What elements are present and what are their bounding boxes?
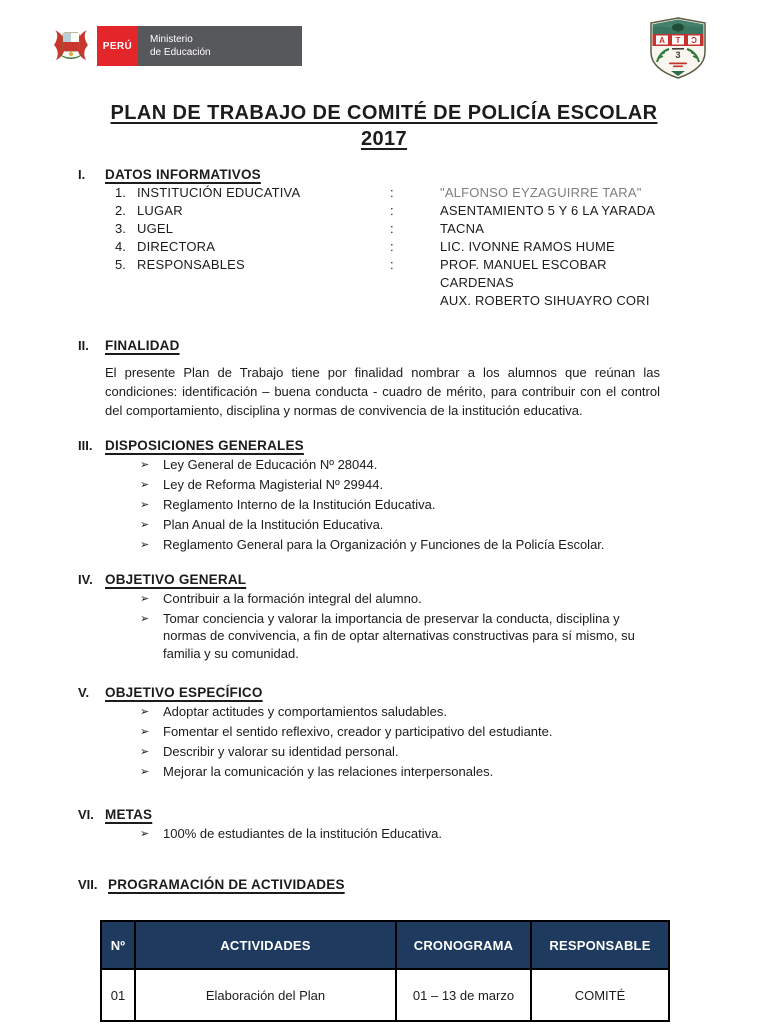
section-numeral: VI. xyxy=(78,806,94,822)
activities-table xyxy=(100,920,670,1022)
page-header xyxy=(0,0,768,96)
info-value: ASENTAMIENTO 5 Y 6 LA YARADA xyxy=(440,203,656,218)
table-cell-actividad: Elaboración del Plan xyxy=(135,969,396,1021)
info-row xyxy=(105,238,660,256)
section-numeral: III. xyxy=(78,438,93,453)
bullet-text: Ley General de Educación Nº 28044. xyxy=(163,457,378,472)
section-disposiciones-generales xyxy=(78,437,660,555)
document-title-line2: 2017 xyxy=(360,128,408,150)
info-number: 4. xyxy=(115,239,126,254)
table-header-responsable: RESPONSABLE xyxy=(531,921,669,969)
info-colon: : xyxy=(390,185,394,200)
info-row xyxy=(105,184,660,202)
bullet-text: Reglamento Interno de la Institución Educativa. xyxy=(163,497,436,512)
school-crest-icon xyxy=(644,14,712,82)
table-header-row xyxy=(101,921,669,969)
bullet-list xyxy=(140,590,660,663)
crest-letter-3: Ɔ xyxy=(691,35,697,45)
activities-table-container xyxy=(100,920,768,1022)
section-numeral: V. xyxy=(78,685,90,700)
bullet-item xyxy=(140,703,660,722)
bullet-item xyxy=(140,610,660,663)
section-heading: DISPOSICIONES GENERALES xyxy=(105,438,304,453)
bullet-list xyxy=(140,456,660,555)
bullet-item xyxy=(140,456,660,475)
section-numeral: II. xyxy=(78,338,89,353)
arrow-bullet-icon: ➢ xyxy=(140,539,150,551)
info-colon: : xyxy=(390,239,394,254)
bullet-item xyxy=(140,743,660,762)
arrow-bullet-icon: ➢ xyxy=(140,766,150,778)
bullet-text: Tomar conciencia y valorar la importancia de preservar la conducta, disciplina y normas de convivencia, a fin de optar alternativas constructivas para sí mismo, su familia y su comunidad. xyxy=(163,610,635,661)
bullet-item xyxy=(140,763,660,782)
arrow-bullet-icon: ➢ xyxy=(140,499,150,511)
bullet-text: Mejorar la comunicación y las relaciones interpersonales. xyxy=(163,764,494,779)
bullet-text: Ley de Reforma Magisterial Nº 29944. xyxy=(163,477,384,492)
section-objetivo-especifico xyxy=(78,684,660,782)
info-label: RESPONSABLES xyxy=(137,257,245,272)
table-header-actividades: ACTIVIDADES xyxy=(135,921,396,969)
section-heading: FINALIDAD xyxy=(105,338,180,353)
info-colon: : xyxy=(390,221,394,236)
table-cell-responsable: COMITÉ xyxy=(531,969,669,1021)
document-title xyxy=(0,100,768,152)
arrow-bullet-icon: ➢ xyxy=(140,612,150,625)
bullet-text: Reglamento General para la Organización y Funciones de la Policía Escolar. xyxy=(163,537,605,552)
section-programacion-actividades xyxy=(78,876,660,894)
bullet-text: Contribuir a la formación integral del alumno. xyxy=(163,590,422,606)
bullet-text: Fomentar el sentido reflexivo, creador y participativo del estudiante. xyxy=(163,724,553,739)
bullet-text: Describir y valorar su identidad personal. xyxy=(163,744,399,759)
section-datos-informativos xyxy=(78,166,660,310)
section-heading: OBJETIVO ESPECÍFICO xyxy=(105,685,263,700)
crest-center-glyph: 3 xyxy=(675,50,681,60)
finalidad-paragraph: El presente Plan de Trabajo tiene por finalidad nombrar a los alumnos que reúnan las condiciones: identificación – buena conducta - cuadro de mérito, para contribuir con el control del comportamiento, disciplina y normas de convivencia de la institución educativa. xyxy=(105,365,660,418)
arrow-bullet-icon: ➢ xyxy=(140,479,150,491)
crest-letter-2: T xyxy=(675,35,681,45)
bullet-text: 100% de estudiantes de la institución Educativa. xyxy=(163,825,442,841)
info-value: "ALFONSO EYZAGUIRRE TARA" xyxy=(440,185,642,200)
info-colon: : xyxy=(390,203,394,218)
section-numeral: VII. xyxy=(78,877,98,892)
bullet-item xyxy=(140,536,660,555)
section-heading: DATOS INFORMATIVOS xyxy=(105,167,261,182)
table-cell-cronograma: 01 – 13 de marzo xyxy=(396,969,531,1021)
info-row xyxy=(105,202,660,220)
info-label: INSTITUCIÓN EDUCATIVA xyxy=(137,185,301,200)
ministry-banner xyxy=(45,26,302,66)
ministry-name-box xyxy=(138,26,302,66)
section-numeral: IV. xyxy=(78,571,93,587)
bullet-list xyxy=(140,825,660,844)
info-value: TACNA xyxy=(440,221,485,236)
info-row xyxy=(105,220,660,238)
arrow-bullet-icon: ➢ xyxy=(140,746,150,758)
section-heading: PROGRAMACIÓN DE ACTIVIDADES xyxy=(108,877,345,892)
section-finalidad xyxy=(78,337,660,420)
info-value: AUX. ROBERTO SIHUAYRO CORI xyxy=(440,293,650,308)
table-cell-numero: 01 xyxy=(101,969,135,1021)
arrow-bullet-icon: ➢ xyxy=(140,592,150,605)
info-value: PROF. MANUEL ESCOBAR CARDENAS xyxy=(440,257,607,290)
bullet-text: Adoptar actitudes y comportamientos saludables. xyxy=(163,704,447,719)
info-label: LUGAR xyxy=(137,203,183,218)
crest-letter-1: A xyxy=(659,35,665,45)
table-row xyxy=(101,969,669,1021)
info-colon: : xyxy=(390,257,394,272)
info-row-continuation xyxy=(105,292,660,310)
bullet-item xyxy=(140,516,660,535)
info-row xyxy=(105,256,660,292)
ministry-name-line1: Ministerio xyxy=(150,34,193,45)
arrow-bullet-icon: ➢ xyxy=(140,459,150,471)
arrow-bullet-icon: ➢ xyxy=(140,827,150,840)
table-header-numero: Nº xyxy=(101,921,135,969)
section-objetivo-general xyxy=(78,571,660,663)
info-number: 1. xyxy=(115,185,126,200)
bullet-text: Plan Anual de la Institución Educativa. xyxy=(163,517,384,532)
section-heading: METAS xyxy=(105,806,153,822)
bullet-item xyxy=(140,723,660,742)
document-title-line1: PLAN DE TRABAJO DE COMITÉ DE POLICÍA ESCOLAR xyxy=(110,102,658,124)
info-number: 5. xyxy=(115,257,126,272)
bullet-item xyxy=(140,476,660,495)
table-header-cronograma: CRONOGRAMA xyxy=(396,921,531,969)
section-metas xyxy=(78,806,660,844)
info-list xyxy=(105,184,660,310)
info-label: DIRECTORA xyxy=(137,239,216,254)
peru-label: PERÚ xyxy=(102,40,133,52)
info-value: LIC. IVONNE RAMOS HUME xyxy=(440,239,615,254)
bullet-item xyxy=(140,590,660,609)
info-number: 3. xyxy=(115,221,126,236)
peru-label-badge xyxy=(97,26,138,66)
arrow-bullet-icon: ➢ xyxy=(140,519,150,531)
bullet-item xyxy=(140,825,660,844)
ministry-name-line2: de Educación xyxy=(150,47,211,58)
bullet-item xyxy=(140,496,660,515)
info-number: 2. xyxy=(115,203,126,218)
info-label: UGEL xyxy=(137,221,174,236)
arrow-bullet-icon: ➢ xyxy=(140,706,150,718)
bullet-list xyxy=(140,703,660,782)
peru-coat-of-arms-icon xyxy=(45,26,97,66)
section-numeral: I. xyxy=(78,167,86,182)
arrow-bullet-icon: ➢ xyxy=(140,726,150,738)
section-heading: OBJETIVO GENERAL xyxy=(105,571,247,587)
